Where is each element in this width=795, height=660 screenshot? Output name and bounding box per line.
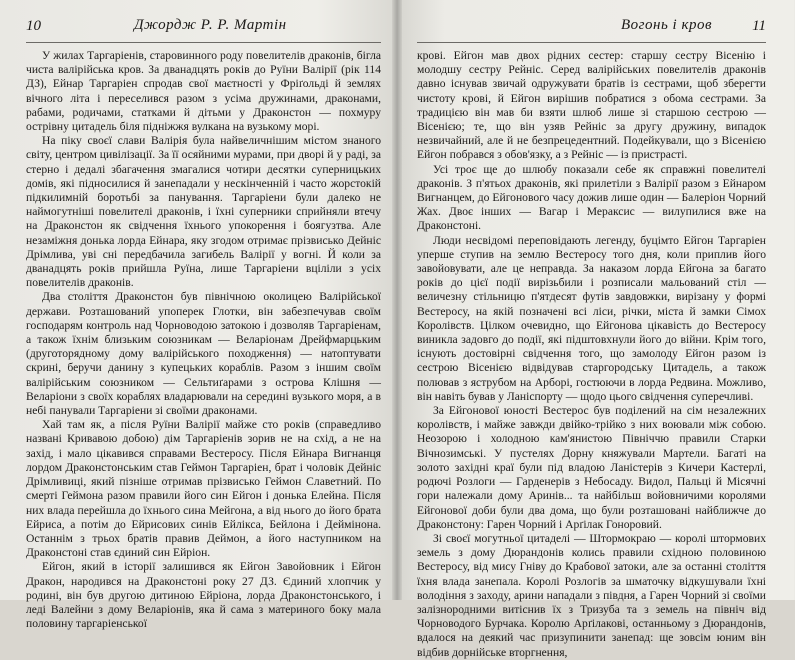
- paragraph: Два століття Драконстон був північною околицею Валірійської держави. Розташований упоперек Глотки, він забезпечував своїм господарям контроль над Чорноводою затокою і дозволяв Таргаріенам, а також їхнім близьким союзникам — Веларіонам Дрейфмарцьким (друготорядному дому валірійського походження) — натоптувати скрині, беручи данину з купецьких кораблів. Разом з іншим своїм валірійським союзником — Сельтиґарами з острова Клішня — Веларіони з своїх кораблях владарювали на середині вузького моря, а в небі панували Таргаріени зі своїми драконами.: [26, 290, 381, 418]
- paragraph: Ейгон, який в історії залишився як Ейгон Завойовник і Ейгон Дракон, народився на Драконстоні року 27 ДЗ. Єдиний хлопчик у родині, він був другою дитиною Ейріона, лорда Драконстонського, і леді Валейни з дому Веларіонів, яка й сама з материного боку мала половину таргаріенської: [26, 560, 381, 631]
- right-page-text: [417, 49, 766, 660]
- left-page-text: [26, 49, 381, 631]
- paragraph: Усі троє ще до шлюбу показали себе як справжні повелителі драконів. З п'ятьох драконів, які прилетіли з Валірії разом з Ейнаром Вигнанцем, до Ейгонового часу дожив лише один — Балеріон Чорний Жах. Двоє інших — Вагар і Мераксис — вилупилися вже на Драконстоні.: [417, 162, 766, 233]
- paragraph: Люди несвідомі переповідають легенду, буцімто Ейгон Таргаріен уперше ступив на землю Вестеросу того дня, коли приплив його завойовувати, але це неправда. За наказом лорда Ейгона за багато років до цієї події вирізьбили і розписали мальований стіл — величезну стільницю п'ятдесят футів завдовжки, вирізану у формі Вестеросу, на якій позначені всі ліси, річки, міста й замки Сімох Королівств. Цілком очевидно, що Ейгонова цікавість до Вестеросу виникла задовго до події, які підштовхнули його до війни. Крім того, існують достовірні свідчення того, що замолоду Ейгон разом із сестрою Вісенією відвідував старгородську Цитадель, а також полював з яструбом на Арборі, гостюючи в лорда Редвина. Можливо, він навіть бував у Ланіспорту — щодо цього свідчення суперечливі.: [417, 233, 766, 403]
- paragraph: Зі своєї могутньої цитаделі — Штормокраю — королі штормових земель з дому Дюрандонів колись правили східною половиною Вестеросу, від мису Гніву до Крабової затоки, але за останні століття їхня влада занепала. Королі Розлогів за шматочку відкушували їхні володіння з заходу, арини нападали з півдня, а Гарен Чорний зі своїми залізнородними витіснив їх з Тризуба та з земель на північ від Чорноводого Бурчака. Королю Арґілакові, останньому з Дюрандонів, вдалося на деякий час призупинити занепад: ще зовсім юним він відбив дорнійське вторгнення,: [417, 531, 766, 659]
- paragraph: За Ейгонової юності Вестерос був поділений на сім незалежних королівств, і майже завжди двійко-трійко з них воювали між собою. Неозорою і холодною кам'янистою Північчю правили Старки Вічнозимські. У пустелях Дорну княжували Мартели. Багаті на золото західні краї були під владою Ланістерів з Кичери Кастерлі, родючі Розлоги — Гарденерів з Небосаду. Видол, Пальці й Місячні гори належали дому Аринів... та найбільш войовничими королями Ейгонової доби були два дома, що були розташовані найближче до Драконстону: Гарен Чорний і Арґілак Гоноровий.: [417, 404, 766, 531]
- paragraph: Хай там як, а після Руїни Валірії майже сто років (справедливо названі Кривавою добою) дім Таргаріенів зорив не на схід, а не на захід, і мало цікавився справами Вестеросу. Після Ейнара Вигнанця лордом Драконстонським став Геймон Таргаріен, брат і чоловік Дейніс Дрімливиці, який пізніше отримав прізвисько Геймон Славетний. По смерті Геймона разом правили його син Ейгон і донька Елейна. Після них влада перейшла до їхнього сина Мейгона, а від нього до його брата Ейриса, а потім до Ейрисових синів Ейлікса, Бейлона і Деймінона. Останнім з трьох братів правив Деймон, а його наступником на Драконстоні став єдиний син Ейріон.: [26, 418, 381, 560]
- paragraph: На піку своєї слави Валірія була найвеличнішим містом знаного світу, центром цивілізації. За її осяйними мурами, при дворі й у раді, за стерно і дедалі збагачення змагалися чотири десятки суперницьких домів, які підносилися й занепадали у нескінченній і часто жорстокій підкилимній боротьбі за панування. Таргаріени були далеко не наймогутніші повелителі драконів, і їхні суперники сприйняли втечу на Драконстон як свідчення їхнього упокорення і боягузтва. Але незаміжня донька лорда Ейнара, яку згодом отримає прізвисько Дейніс Дрімлива, уві сні передбачила загибель Валірії у вогні. Й коли за дванадцять років прийшла Руїна, лише Таргаріени вціліли з усіх повелителів драконів.: [26, 134, 381, 290]
- paragraph: крові. Ейгон мав двох рідних сестер: старшу сестру Вісенію і молодшу сестру Рейніс. Серед валірійських повелителів драконів давно існував звичай одружувати братів із сестрами, щоб зберегти чистоту крові, й Ейгон вирішив побратися з обома сестрами. За традицією він мав би взяти шлюб лише зі старшою сестрою — Вісенією; те, що він узяв Рейніс за другу дружину, випадок незвичайний, але й не безпрецедентний. Подейкували, що з Вісенією Ейгон побрався з обов'язку, а з Рейніс — із пристрасті.: [417, 49, 766, 162]
- right-running-head: Вогонь і кров: [621, 17, 712, 33]
- paragraph: У жилах Таргаріенів, старовинного роду повелителів драконів, бігла чиста валірійська кров. За дванадцять років до Руїни Валірії (рік 114 ДЗ), Ейнар Таргаріен спродав свої маєтності у Фріґольді й землях вічного літа і переселився разом з усіма дружинами, драконами, рабами, родичами, статками й дітьми у Драконстон — похмуру острівну цитадель біля підніжжя вулкана на вузькому морі.: [26, 49, 381, 134]
- left-running-head: Джордж Р. Р. Мартін: [134, 17, 287, 33]
- right-page-number: 11: [752, 18, 766, 34]
- right-page: [397, 0, 794, 659]
- book-gutter: [392, 0, 402, 600]
- left-page-header: [26, 16, 381, 43]
- left-page: [0, 0, 397, 631]
- right-page-header: [417, 16, 766, 43]
- left-page-number: 10: [26, 18, 41, 34]
